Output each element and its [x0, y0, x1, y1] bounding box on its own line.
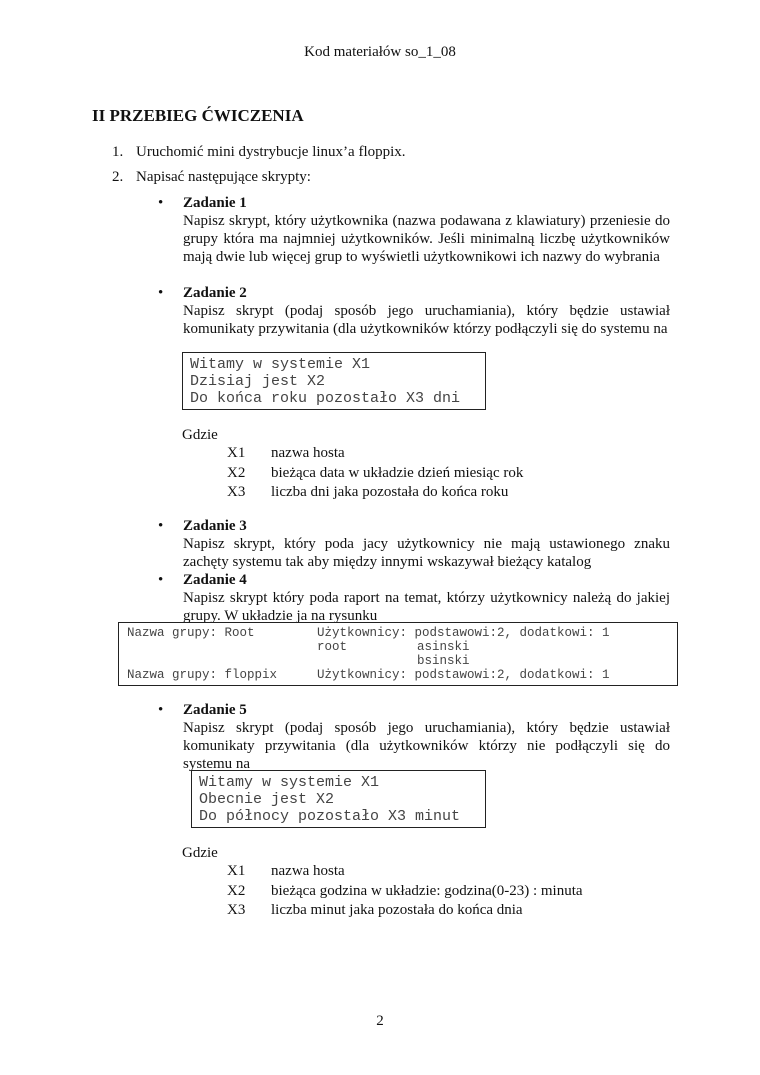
report-row [119, 668, 677, 682]
definition-key: X3 [227, 484, 246, 500]
box-line: Dzisiaj jest X2 [190, 373, 326, 390]
step-number: 2. [112, 169, 124, 185]
task-heading: Zadanie 2 [183, 285, 247, 301]
task-heading: Zadanie 1 [183, 195, 247, 211]
bullet-icon: • [158, 702, 164, 718]
task-3 [158, 517, 670, 571]
definitions-list [227, 444, 523, 503]
task-body: Napisz skrypt, który poda jacy użytkownicy nie mają ustawionego znaku zachęty systemu tak aby między innymi wskazywał bieżący katalog [183, 536, 670, 570]
definition-row [227, 444, 523, 464]
page-number: 2 [376, 1013, 384, 1029]
where-label: Gdzie [182, 845, 218, 861]
report-extra-cell: bsinski [417, 654, 470, 668]
step-text: Uruchomić mini dystrybucje linux’a floppix. [136, 144, 406, 160]
box-line: Do północy pozostało X3 minut [199, 808, 461, 825]
definition-value: bieżąca godzina w układzie: godzina(0-23) : minuta [271, 882, 583, 899]
box-line: Do końca roku pozostało X3 dni [190, 390, 461, 407]
definition-key: X3 [227, 902, 246, 918]
where-label: Gdzie [182, 427, 218, 443]
task-body: Napisz skrypt (podaj sposób jego uruchamiania), który będzie ustawiał komunikaty przywitania (dla użytkowników którzy podłączyli się do systemu na [183, 303, 670, 337]
definition-value: liczba minut jaka pozostała do końca dnia [271, 902, 523, 918]
bullet-icon: • [158, 572, 164, 588]
section-title: II PRZEBIEG ĆWICZENIA [92, 106, 304, 125]
definition-row [227, 464, 523, 484]
step-2 [112, 169, 311, 186]
report-group-cell: Nazwa grupy: Root [127, 626, 255, 640]
task-5 [158, 701, 670, 773]
group-report-box [118, 622, 678, 686]
step-1 [112, 144, 406, 161]
report-users-cell: root [317, 640, 348, 654]
task-body: Napisz skrypt (podaj sposób jego uruchamiania), który będzie ustawiał komunikaty przywitania (dla użytkowników którzy nie podłączyli się do systemu na [183, 720, 670, 772]
definition-row [227, 901, 583, 921]
task-body: Napisz skrypt który poda raport na temat, którzy użytkownicy należą do jakiej grupy. W układzie ja na rysunku [183, 590, 670, 624]
task-heading: Zadanie 4 [183, 572, 247, 588]
report-row [119, 640, 677, 654]
definitions-list [227, 862, 583, 921]
definition-row [227, 862, 583, 882]
definition-value: nazwa hosta [271, 445, 345, 461]
report-group-cell: Nazwa grupy: floppix [127, 668, 278, 682]
definition-value: nazwa hosta [271, 863, 345, 879]
definition-value: liczba dni jaka pozostała do końca roku [271, 484, 509, 500]
definition-value: bieżąca data w układzie dzień miesiąc rok [271, 464, 524, 481]
definition-row [227, 483, 523, 503]
task-heading: Zadanie 5 [183, 702, 247, 718]
report-extra-cell: asinski [417, 640, 470, 654]
task-2 [158, 284, 670, 338]
bullet-icon: • [158, 195, 164, 211]
box-line: Witamy w systemie X1 [190, 356, 371, 373]
task-body: Napisz skrypt, który użytkownika (nazwa podawana z klawiatury) przeniesie do grupy która ma najmniej użytkowników. Jeśli minimalną liczbę użytkowników mają dwie lub więcej grup to wyświetli użytkownikowi ich nazwy do wybrania [183, 213, 670, 265]
step-number: 1. [112, 144, 124, 160]
page-header: Kod materiałów so_1_08 [304, 44, 456, 60]
task-4 [158, 571, 670, 625]
definition-key: X1 [227, 445, 246, 461]
report-users-cell: Użytkownicy: podstawowi:2, dodatkowi: 1 [317, 668, 610, 682]
bullet-icon: • [158, 518, 164, 534]
task-heading: Zadanie 3 [183, 518, 247, 534]
step-text: Napisać następujące skrypty: [136, 169, 311, 185]
report-users-cell: Użytkownicy: podstawowi:2, dodatkowi: 1 [317, 626, 610, 640]
report-row [119, 626, 677, 640]
definition-row [227, 882, 583, 902]
box-line: Obecnie jest X2 [199, 791, 335, 808]
greeting-box [191, 770, 486, 828]
report-row [119, 654, 677, 668]
definition-key: X2 [227, 882, 246, 899]
task-1 [158, 194, 670, 266]
box-line: Witamy w systemie X1 [199, 774, 380, 791]
greeting-box [182, 352, 486, 410]
bullet-icon: • [158, 285, 164, 301]
definition-key: X1 [227, 863, 246, 879]
definition-key: X2 [227, 464, 246, 481]
